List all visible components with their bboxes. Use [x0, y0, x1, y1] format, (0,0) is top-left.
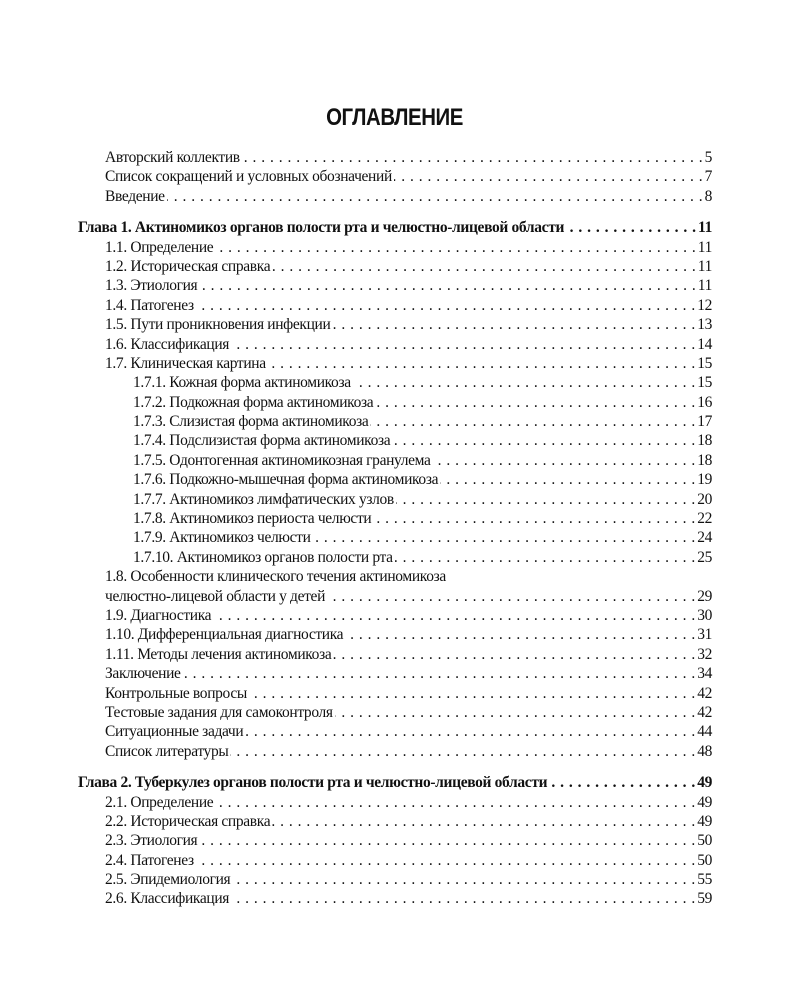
dot-leader — [268, 354, 695, 373]
toc-entry-continuation[interactable] — [78, 587, 712, 606]
toc-entry-page: 8 — [704, 187, 712, 205]
dot-leader — [373, 509, 695, 528]
dot-leader — [249, 684, 695, 703]
toc-entry-page: 42 — [697, 703, 712, 721]
toc-entry[interactable] — [78, 793, 712, 812]
toc-entry-page: 59 — [697, 890, 712, 908]
toc-entry-page: 50 — [697, 851, 712, 869]
toc-entry-title: Ситуационные задачи — [105, 723, 244, 741]
toc-entry[interactable] — [78, 870, 712, 889]
toc-entry-page: 49 — [697, 793, 712, 811]
toc-entry[interactable] — [78, 831, 712, 850]
toc-entry-page: 15 — [697, 354, 712, 372]
toc-entry-page: 48 — [697, 742, 712, 760]
toc-entry-title: 2.2. Историческая справка — [105, 812, 271, 830]
toc-entry-page: 11 — [697, 257, 712, 275]
dot-leader — [440, 470, 695, 489]
toc-entry-title: 1.7.6. Подкожно-мышечная форма актиномикоза — [133, 471, 439, 489]
toc-entry[interactable] — [78, 393, 712, 412]
toc-entry[interactable] — [78, 606, 712, 625]
toc-entry[interactable] — [78, 451, 712, 470]
dot-leader — [196, 851, 695, 870]
dot-leader — [313, 528, 696, 547]
toc-entry-page: 25 — [697, 548, 712, 566]
toc-entry[interactable] — [78, 296, 712, 315]
toc-entry-page: 11 — [697, 277, 712, 295]
toc-entry[interactable] — [78, 354, 712, 373]
toc-entry-title: 1.11. Методы лечения актиномикоза — [105, 645, 332, 663]
toc-entry-title: Авторский коллектив — [105, 149, 240, 166]
toc-entry-title: 1.7.1. Кожная форма актиномикоза — [133, 374, 351, 392]
toc-entry-page: 44 — [697, 723, 712, 741]
dot-leader — [396, 490, 695, 509]
toc-entry-page: 34 — [697, 665, 712, 683]
dot-leader — [213, 606, 695, 625]
dot-leader — [566, 218, 696, 237]
toc-entry[interactable] — [78, 335, 712, 354]
toc-entry-title: 1.7. Клиническая картина — [105, 354, 266, 372]
toc-entry-title: 1.7.7. Актиномикоз лимфатических узлов — [133, 490, 394, 508]
toc-entry-title: 2.5. Эпидемиология — [105, 871, 231, 889]
toc-entry-page: 19 — [697, 471, 712, 489]
toc-entry[interactable] — [78, 276, 712, 295]
toc-entry[interactable] — [78, 470, 712, 489]
toc-entry-page: 7 — [704, 168, 712, 186]
toc-entry-title: 1.4. Патогенез — [105, 296, 194, 314]
page-title: ОГЛАВЛЕНИЕ — [326, 104, 464, 131]
toc-entry-page: 14 — [697, 335, 712, 353]
toc-entry-title: челюстно-лицевой области у детей — [105, 587, 326, 605]
toc-entry-page: 5 — [704, 149, 712, 166]
toc-entry-title: 1.10. Дифференциальная диагностика — [105, 626, 344, 644]
toc-entry-title: 1.7.5. Одонтогенная актиномикозная гранулема — [133, 451, 431, 469]
toc-entry[interactable] — [78, 431, 712, 450]
dot-leader — [272, 812, 695, 831]
dot-leader — [215, 793, 695, 812]
toc-entry-title: 1.7.10. Актиномикоз органов полости рта — [133, 548, 393, 566]
toc-entry-title: 1.6. Классификация — [105, 335, 230, 353]
dot-leader — [549, 773, 695, 792]
toc-entry[interactable] — [78, 742, 712, 761]
toc-entry-page: 49 — [697, 812, 712, 830]
toc-entry-page: 13 — [697, 316, 712, 334]
dot-leader — [332, 315, 695, 334]
toc-entry-title: Глава 1. Актиномикоз органов полости рта и челюстно-лицевой области — [78, 219, 565, 237]
toc-entry-page: 32 — [697, 645, 712, 663]
toc-entry-page: 20 — [697, 490, 712, 508]
dot-leader — [245, 722, 695, 741]
dot-leader — [231, 335, 695, 354]
toc-entry[interactable] — [78, 373, 712, 392]
toc-entry-title: 1.8. Особенности клинического течения актиномикоза — [105, 568, 446, 586]
toc-entry-title: 2.3. Этиология — [105, 832, 198, 850]
dot-leader — [433, 451, 696, 470]
toc-entry-page: 30 — [697, 606, 712, 624]
toc-entry[interactable] — [78, 664, 712, 683]
toc-entry-page: 49 — [697, 774, 712, 792]
toc-entry[interactable] — [78, 528, 712, 547]
toc-entry-page: 15 — [697, 374, 712, 392]
toc-entry[interactable] — [78, 490, 712, 509]
dot-leader — [394, 167, 703, 186]
toc-entry-page: 50 — [697, 832, 712, 850]
dot-leader — [232, 870, 695, 889]
toc-entry[interactable] — [78, 315, 712, 334]
dot-leader — [335, 703, 696, 722]
toc-entry[interactable] — [78, 167, 712, 186]
toc-entry-page: 55 — [697, 871, 712, 889]
toc-entry-page: 11 — [698, 219, 712, 237]
toc-entry[interactable] — [78, 548, 712, 567]
toc-entry-title: Глава 2. Туберкулез органов полости рта и челюстно-лицевой области — [78, 774, 548, 792]
toc-entry-page: 24 — [697, 529, 712, 547]
toc-entry-title: 1.2. Историческая справка — [105, 257, 271, 275]
toc-entry-page: 42 — [697, 684, 712, 702]
toc-entry-title: 1.7.2. Подкожная форма актиномикоза — [133, 393, 374, 411]
toc-entry-page: 11 — [697, 238, 712, 256]
toc-entry[interactable] — [78, 567, 712, 586]
dot-leader — [375, 393, 695, 412]
toc-entry-page: 18 — [697, 451, 712, 469]
dot-leader — [392, 431, 695, 450]
dot-leader — [231, 889, 695, 908]
dot-leader — [333, 645, 695, 664]
toc-entry-title: 2.1. Определение — [105, 793, 214, 811]
table-of-contents — [78, 148, 712, 909]
toc-entry-title: 1.7.3. Слизистая форма актиномикоза — [133, 413, 369, 431]
toc-entry[interactable] — [78, 187, 712, 206]
dot-leader — [199, 276, 695, 295]
dot-leader — [345, 625, 695, 644]
toc-entry[interactable] — [78, 645, 712, 664]
toc-entry-title: 1.9. Диагностика — [105, 606, 212, 624]
dot-leader — [395, 548, 696, 567]
toc-entry-page: 12 — [697, 296, 712, 314]
toc-entry[interactable] — [78, 722, 712, 741]
toc-entry-title: Заключение — [105, 665, 181, 683]
toc-entry-page: 16 — [697, 393, 712, 411]
toc-entry-title: 1.7.8. Актиномикоз периоста челюсти — [133, 510, 372, 528]
toc-entry[interactable] — [78, 148, 712, 167]
dot-leader — [370, 412, 695, 431]
toc-entry-title: Контрольные вопросы — [105, 684, 247, 702]
toc-entry[interactable] — [78, 684, 712, 703]
toc-entry[interactable] — [78, 851, 712, 870]
toc-chapter[interactable] — [78, 773, 712, 792]
toc-entry-page: 17 — [697, 413, 712, 431]
toc-entry-page: 31 — [697, 626, 712, 644]
toc-entry-page: 18 — [697, 432, 712, 450]
toc-entry-title: Тестовые задания для самоконтроля — [105, 703, 333, 721]
toc-entry-title: 1.1. Определение — [105, 238, 214, 256]
dot-leader — [242, 148, 703, 167]
toc-entry-title: 2.6. Классификация — [105, 890, 230, 908]
toc-entry[interactable] — [78, 257, 712, 276]
dot-leader — [230, 742, 695, 761]
toc-entry-title: 2.4. Патогенез — [105, 851, 194, 869]
toc-entry[interactable] — [78, 812, 712, 831]
toc-entry-title: 1.7.9. Актиномикоз челюсти — [133, 529, 311, 547]
toc-entry-title: Список литературы — [105, 742, 229, 760]
toc-entry-page: 22 — [697, 510, 712, 528]
toc-entry-title: 1.7.4. Подслизистая форма актиномикоза — [133, 432, 391, 450]
dot-leader — [196, 296, 695, 315]
dot-leader — [215, 238, 695, 257]
dot-leader — [199, 831, 695, 850]
toc-entry[interactable] — [78, 412, 712, 431]
toc-entry[interactable] — [78, 238, 712, 257]
toc-entry-title: 1.3. Этиология — [105, 277, 198, 295]
dot-leader — [167, 187, 703, 206]
dot-leader — [272, 257, 696, 276]
dot-leader — [353, 373, 695, 392]
toc-entry[interactable] — [78, 703, 712, 722]
toc-entry-title: 1.5. Пути проникновения инфекции — [105, 316, 331, 334]
toc-entry-title: Список сокращений и условных обозначений — [105, 168, 392, 186]
toc-entry[interactable] — [78, 889, 712, 908]
toc-chapter[interactable] — [78, 218, 712, 237]
toc-entry-page: 29 — [697, 587, 712, 605]
toc-entry-title: Введение — [105, 187, 165, 205]
dot-leader — [183, 664, 696, 683]
dot-leader — [327, 587, 695, 606]
toc-entry[interactable] — [78, 509, 712, 528]
toc-entry[interactable] — [78, 625, 712, 644]
